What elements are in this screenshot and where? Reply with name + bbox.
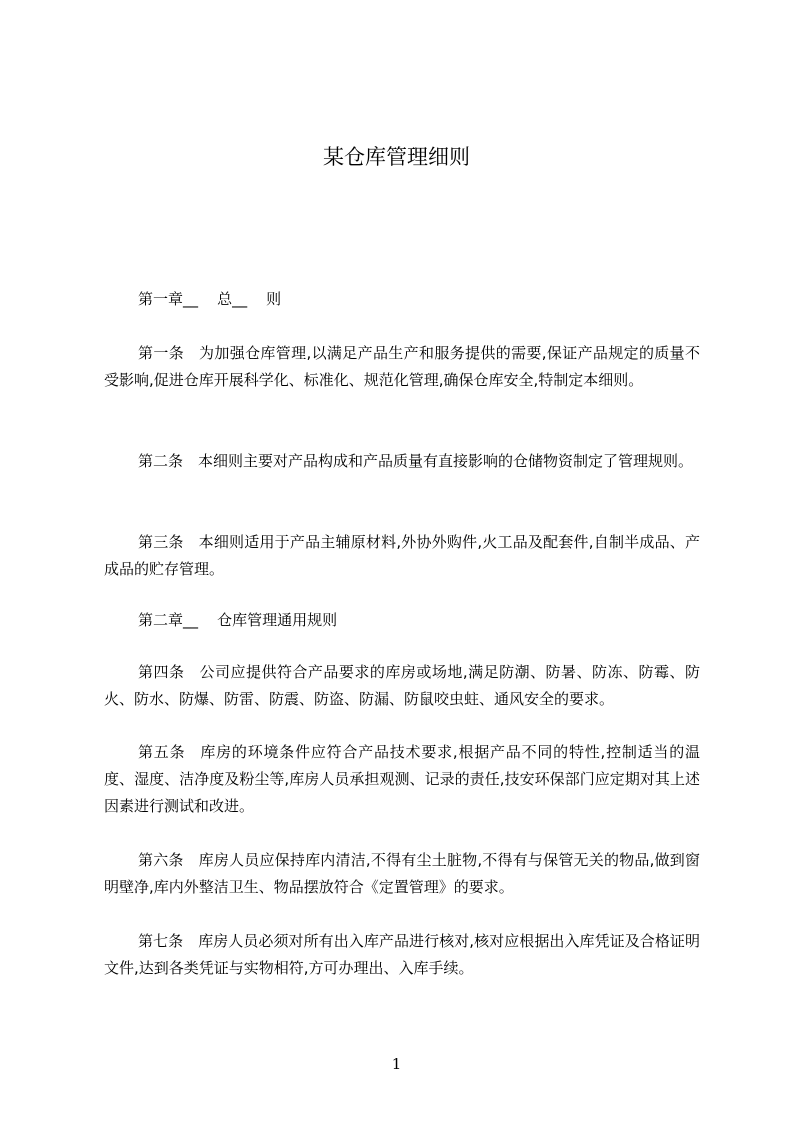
chapter-heading-text: 第二章__ 仓库管理通用规则 bbox=[138, 611, 338, 629]
article-text: 公司应提供符合产品要求的库房或场地,满足防潮、防暑、防冻、防霉、防火、防水、防爆、防雷、防震、防盗、防漏、防鼠咬虫蛀、通风安全的要求。 bbox=[104, 663, 700, 708]
page-number: 1 bbox=[391, 1055, 402, 1073]
article-number: 第七条 bbox=[138, 932, 184, 950]
article-number: 第一条 bbox=[138, 344, 185, 362]
article-text: 库房人员应保持库内清洁,不得有尘土脏物,不得有与保管无关的物品,做到窗明壁净,库内外整洁卫生、物品摆放符合《定置管理》的要求。 bbox=[104, 851, 700, 896]
article-number: 第五条 bbox=[138, 743, 186, 761]
article-5 bbox=[104, 739, 700, 820]
article-3 bbox=[104, 529, 700, 583]
document-title: 某仓库管理细则 bbox=[323, 145, 470, 169]
article-number: 第三条 bbox=[138, 533, 184, 551]
article-text: 库房的环境条件应符合产品技术要求,根据产品不同的特性,控制适当的温度、湿度、洁净度及粉尘等,库房人员承担观测、记录的责任,技安环保部门应定期对其上述因素进行测试和改进。 bbox=[104, 743, 700, 815]
article-1 bbox=[104, 340, 700, 394]
article-4 bbox=[104, 659, 700, 713]
article-text: 为加强仓库管理,以满足产品生产和服务提供的需要,保证产品规定的质量不受影响,促进仓库开展科学化、标准化、规范化管理,确保仓库安全,特制定本细则。 bbox=[104, 344, 700, 389]
chapter-heading-2 bbox=[104, 607, 700, 634]
chapter-heading-text: 第一章__ 总__ 则 bbox=[138, 290, 282, 308]
article-2 bbox=[104, 448, 700, 475]
article-number: 第六条 bbox=[138, 851, 184, 869]
article-text: 库房人员必须对所有出入库产品进行核对,核对应根据出入库凭证及合格证明文件,达到各类凭证与实物相符,方可办理出、入库手续。 bbox=[104, 932, 700, 977]
article-number: 第四条 bbox=[138, 663, 185, 681]
article-7 bbox=[104, 928, 700, 982]
article-number: 第二条 bbox=[138, 452, 184, 470]
article-text: 本细则主要对产品构成和产品质量有直接影响的仓储物资制定了管理规则。 bbox=[198, 452, 694, 470]
chapter-heading-1 bbox=[104, 286, 700, 313]
article-6 bbox=[104, 847, 700, 901]
article-text: 本细则适用于产品主辅原材料,外协外购件,火工品及配套件,自制半成品、产成品的贮存管理。 bbox=[104, 533, 700, 578]
